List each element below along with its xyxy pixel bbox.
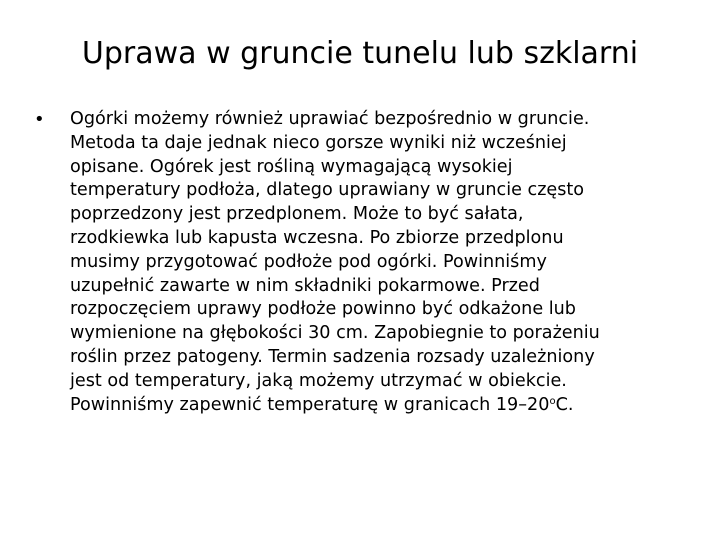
last-line-text: Powinniśmy zapewnić temperaturę w granicach 19–20 (70, 394, 550, 415)
paragraph-line-last (70, 394, 694, 418)
paragraph-line: musimy przygotować podłoże pod ogórki. Powinniśmy (70, 251, 547, 272)
paragraph-line: Ogórki możemy również uprawiać bezpośrednio w gruncie. (70, 109, 590, 129)
bullet-marker: • (34, 109, 45, 130)
paragraph-line: rzodkiewka lub kapusta wczesna. Po zbiorze przedplonu (70, 227, 564, 248)
paragraph-line: rozpoczęciem uprawy podłoże powinno być odkażone lub (70, 299, 576, 320)
paragraph-line: uzupełnić zawarte w nim składniki pokarmowe. Przed (70, 275, 540, 296)
paragraph-line: opisane. Ogórek jest rośliną wymagającą wysokiej (70, 156, 513, 177)
paragraph-line: wymienione na głębokości 30 cm. Zapobiegnie to porażeniu (70, 323, 600, 344)
bullet-list (34, 108, 694, 417)
degree-symbol: o (549, 395, 556, 407)
paragraph-line: Metoda ta daje jednak nieco gorsze wyniki niż wcześniej (70, 132, 567, 153)
slide-title: Uprawa w gruncie tunelu lub szklarni (81, 36, 639, 71)
paragraph-line: poprzedzony jest przedplonem. Może to być sałata, (70, 204, 524, 225)
paragraph-line: jest od temperatury, jaką możemy utrzymać w obiekcie. (70, 370, 567, 391)
paragraph-line: roślin przez patogeny. Termin sadzenia rozsady uzależniony (70, 346, 595, 367)
last-line-suffix: C. (555, 394, 574, 415)
paragraph-line: temperatury podłoża, dlatego uprawiany w gruncie często (70, 180, 585, 201)
bullet-item (34, 108, 694, 417)
